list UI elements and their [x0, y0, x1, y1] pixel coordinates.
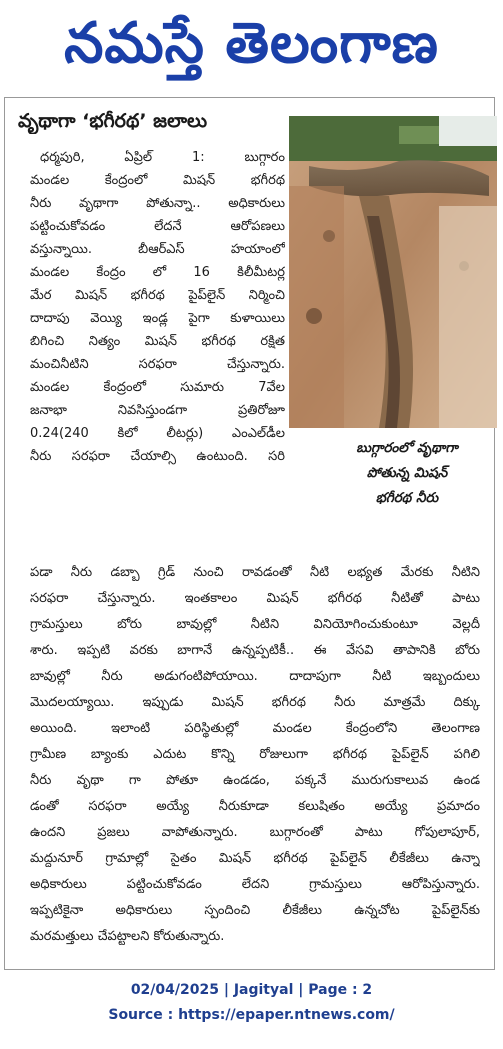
body-line: ఇప్పటికైనా అధికారులు స్పందించి లీకేజీలు ఉన్నచోట పైప్‌లైన్‌కు — [30, 903, 480, 918]
body-line: నీరు సరఫరా చేయాల్సి ఉంటుంది. సరి — [30, 449, 285, 464]
body-line: ఉందని ప్రజలు వాపోతున్నారు. బుగ్గారంతో పాటు గోపులాపూర్, — [30, 825, 480, 840]
body-line: బావుల్లో నీరు అడుగంటిపోయాయి. దాదాపుగా నీటి ఇబ్బందులు — [30, 669, 480, 684]
article-photo — [289, 116, 497, 428]
caption-line: బుగ్గారంలో వృథాగా — [356, 440, 458, 456]
body-line: మంచినీటిని సరఫరా చేస్తున్నారు. — [30, 357, 285, 372]
body-line: నీరు వృథా గా పోతూ ఉండడం, పక్కనే మురుగుకాలువ ఉండ — [30, 773, 480, 788]
body-line: ధర్మపురి, ఏప్రిల్ 1: బుగ్గారం — [40, 150, 285, 165]
body-line: గ్రామస్తులు బోరు బావుల్లో నీటిని వినియోగించుకుంటూ వెల్లదీ — [30, 617, 480, 632]
body-line: పట్టించుకోవడం లేదనే ఆరోపణలు — [30, 219, 285, 234]
footer-date-line: 02/04/2025 | Jagityal | Page : 2 — [130, 982, 373, 998]
body-line: మండల కేంద్రంలో మిషన్ భగీరథ — [30, 173, 285, 188]
caption-line: భగీరథ నీరు — [375, 490, 439, 506]
newspaper-masthead — [0, 0, 503, 88]
body-line: మండల కేంద్రం లో 16 కిలీమీటర్ల — [30, 265, 285, 280]
body-line: 0.24(240 కిలో లీటర్లు) ఎంఎల్‌డీల — [30, 426, 285, 441]
body-line: అధికారులు పట్టించుకోవడం లేదని గ్రామస్తులు ఆరోపిస్తున్నారు. — [30, 877, 480, 892]
masthead-title: నమస్తే తెలంగాణ — [64, 11, 439, 76]
body-line: అయింది. ఇలాంటి పరిస్థితుల్లో మండల కేంద్రంలోని తెలంగాణ — [30, 721, 480, 736]
footer-source-line: Source : https://epaper.ntnews.com/ — [108, 1007, 395, 1023]
body-line: మండల కేంద్రంలో సుమారు 7వేల — [30, 380, 285, 395]
pipeline-leak-photo — [289, 116, 497, 428]
body-line: బిగించి నిత్యం మిషన్ భగీరథ రక్షిత — [30, 334, 285, 349]
body-line: జనాభా నివసిస్తుండగా ప్రతిరోజూ — [30, 403, 285, 418]
body-line: డంతో సరఫరా అయ్యే నీరుకూడా కలుషితం అయ్యే ప్రమాదం — [30, 799, 480, 814]
body-line: మరమత్తులు చేపట్టాలని కోరుతున్నారు. — [30, 929, 225, 944]
body-line: దాదాపు వెయ్యి ఇండ్ల పైగా కుళాయిలు — [30, 311, 285, 326]
body-line: మద్దునూర్ గ్రామాల్లో సైతం మిషన్ భగీరథ పైప్‌లైన్ లీకేజీలు ఉన్నా — [30, 851, 480, 866]
body-line: వస్తున్నాయి. బీఆర్ఎస్ హయాంలో — [30, 242, 285, 257]
body-line: శారు. ఇప్పటి వరకు బాగానే ఉన్నప్పటికీ.. ఈ వేసవి తాపానికి బోరు — [30, 643, 480, 658]
body-line: నీరు వృథాగా పోతున్నా.. అధికారులు — [30, 196, 285, 211]
photo-caption — [322, 436, 492, 511]
body-line: మేర మిషన్ భగీరథ పైప్‌లైన్ నిర్మించి — [30, 288, 285, 303]
body-line: సరఫరా చేస్తున్నారు. ఇంతకాలం మిషన్ భగీరథ నీటితో పాటు — [30, 591, 480, 606]
body-line: పడా నీరు డబ్బా గ్రిడ్ నుంచి రావడంతో నీటి లభ్యత మేరకు నీటిని — [30, 565, 480, 580]
article-headline: వృథాగా ‘భగీరథ’ జలాలు — [18, 110, 208, 132]
caption-line: పోతున్న మిషన్ — [366, 465, 448, 481]
body-line: గ్రామీణ బ్యాంకు ఎదుట కొన్ని రోజులుగా భగీరథ పైప్‌లైన్ పగిలి — [30, 747, 480, 762]
body-line: మొదలయ్యాయి. ఇప్పుడు మిషన్ భగీరథ నీరు మాత్రమే దిక్కు — [30, 695, 480, 710]
